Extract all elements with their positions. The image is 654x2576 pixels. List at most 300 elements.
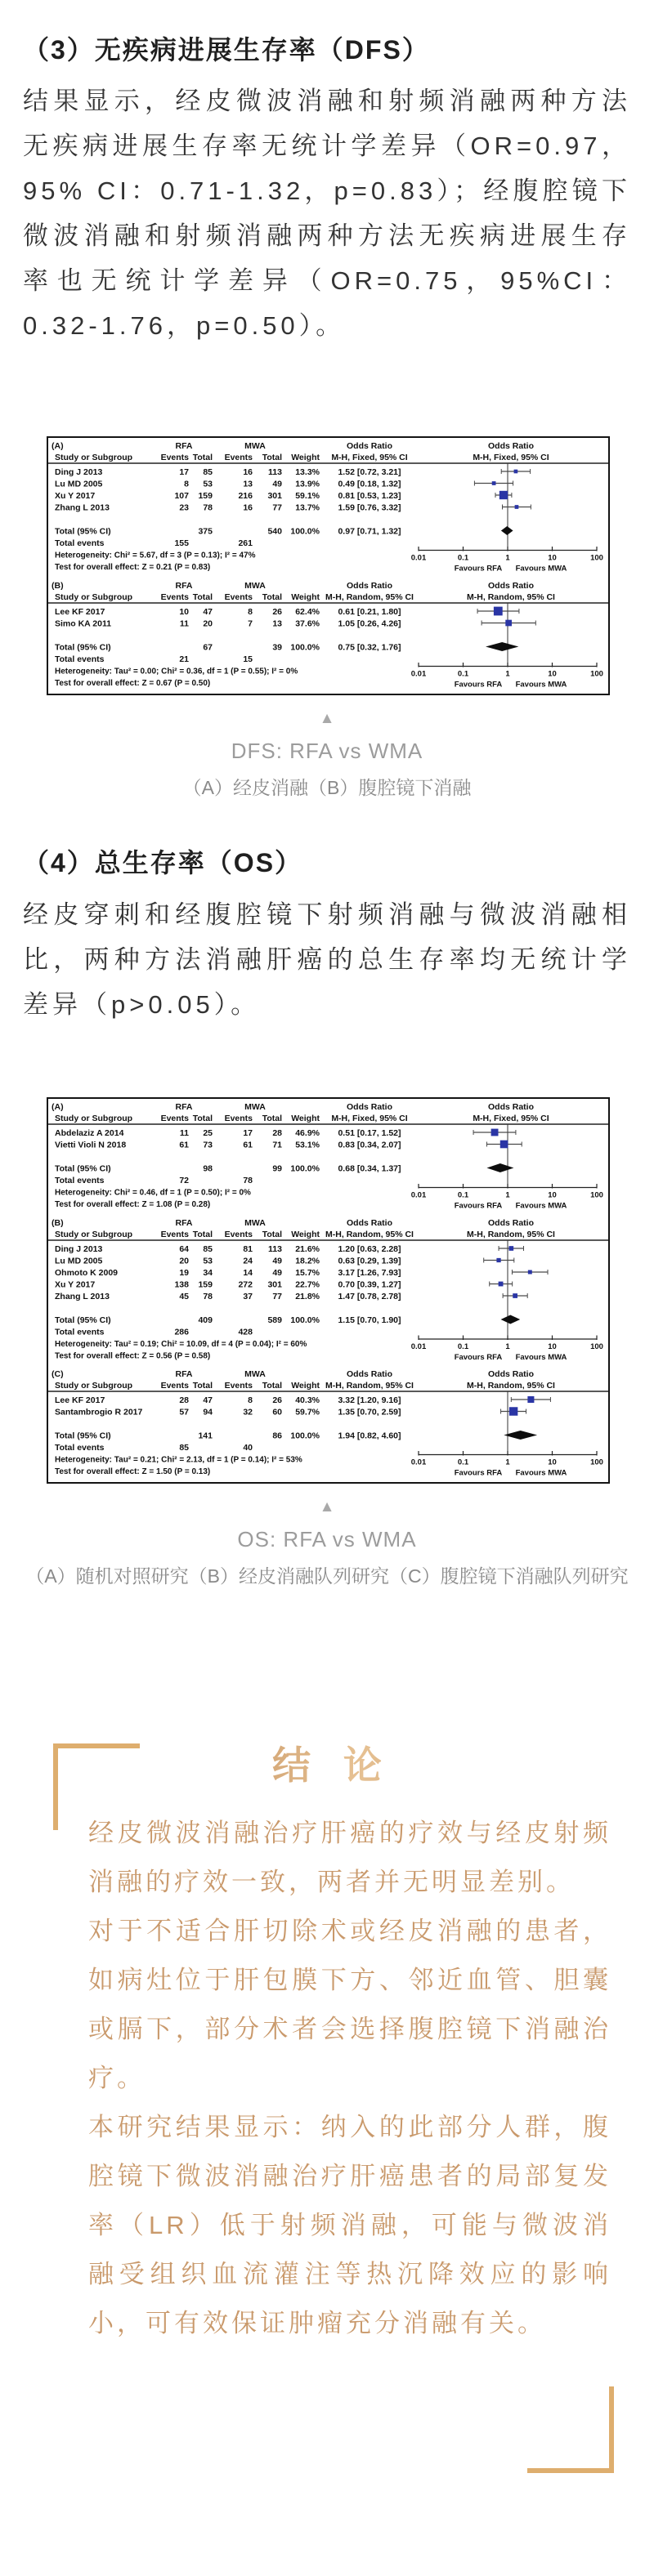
- svg-text:113: 113: [268, 467, 282, 478]
- panel-label: (B): [52, 1217, 64, 1228]
- conclusion-title: 结 论: [23, 1743, 631, 1789]
- svg-text:13.7%: 13.7%: [295, 502, 320, 513]
- col-events1: Events: [160, 453, 189, 463]
- study-row: [55, 1268, 548, 1278]
- col-events2: Events: [224, 1380, 253, 1391]
- panel-label: (B): [52, 581, 64, 592]
- svg-text:28: 28: [179, 1395, 189, 1405]
- effect-square-marker: [505, 620, 512, 627]
- study-row: [55, 1279, 513, 1289]
- dfs-forest-plot: [47, 436, 610, 695]
- group2-header: MWA: [244, 441, 266, 452]
- forest-panel-b: [48, 578, 608, 694]
- figure-os-caption-title: OS: RFA vs WMA: [237, 1526, 417, 1551]
- svg-text:40.3%: 40.3%: [295, 1395, 320, 1405]
- svg-text:86: 86: [272, 1431, 282, 1441]
- svg-text:39: 39: [272, 642, 282, 653]
- figure-os: [23, 1097, 631, 1590]
- figure-dfs-caption-title: DFS: RFA vs WMA: [231, 739, 423, 764]
- study-name: Simo KA 2011: [55, 618, 112, 629]
- col-total1: Total: [192, 592, 213, 603]
- study-name: Zhang L 2013: [55, 1291, 110, 1301]
- overall-effect-text: Test for overall effect: Z = 1.50 (P = 0.13): [55, 1467, 211, 1476]
- svg-text:0.68 [0.34, 1.37]: 0.68 [0.34, 1.37]: [338, 1163, 401, 1174]
- heterogeneity-text: Heterogeneity: Tau² = 0.21; Chi² = 2.13, df = 1 (P = 0.14); I² = 53%: [55, 1455, 302, 1465]
- group1-header: RFA: [175, 581, 193, 592]
- panel-label: (A): [52, 1101, 64, 1112]
- svg-text:13: 13: [272, 618, 282, 629]
- svg-text:78: 78: [203, 1291, 213, 1301]
- svg-text:14: 14: [243, 1267, 253, 1278]
- col-total1: Total: [192, 453, 213, 463]
- study-name: Lee KF 2017: [55, 1395, 105, 1405]
- svg-text:159: 159: [198, 491, 213, 502]
- svg-text:13.3%: 13.3%: [295, 467, 320, 478]
- svg-text:0.81 [0.53, 1.23]: 0.81 [0.53, 1.23]: [338, 491, 401, 502]
- figure-dfs: [23, 436, 631, 801]
- svg-text:3.17 [1.26, 7.93]: 3.17 [1.26, 7.93]: [338, 1267, 401, 1278]
- svg-text:32: 32: [243, 1407, 253, 1417]
- svg-text:81: 81: [243, 1243, 253, 1254]
- col-events2: Events: [224, 592, 253, 603]
- axis-tick-label: 1: [505, 1342, 510, 1351]
- total-row: [55, 1431, 537, 1441]
- favours-right-label: Favours MWA: [515, 1468, 567, 1478]
- svg-text:0.61 [0.21, 1.80]: 0.61 [0.21, 1.80]: [338, 607, 401, 618]
- svg-text:1.05 [0.26, 4.26]: 1.05 [0.26, 4.26]: [338, 618, 401, 629]
- total-row: [55, 1163, 513, 1174]
- total-row: [55, 526, 513, 537]
- axis-tick-label: 10: [548, 553, 557, 563]
- group1-header: RFA: [175, 1101, 193, 1112]
- svg-text:46.9%: 46.9%: [295, 1127, 320, 1138]
- svg-text:540: 540: [267, 526, 282, 537]
- triangle-up-icon: ▲: [319, 710, 335, 728]
- heterogeneity-text: Heterogeneity: Chi² = 5.67, df = 3 (P = 0.13); I² = 47%: [55, 551, 256, 560]
- svg-text:57: 57: [179, 1407, 189, 1417]
- svg-text:3.32 [1.20, 9.16]: 3.32 [1.20, 9.16]: [338, 1395, 401, 1405]
- axis-tick-label: 1: [505, 1458, 510, 1467]
- heterogeneity-text: Heterogeneity: Tau² = 0.19; Chi² = 10.09, df = 4 (P = 0.04); I² = 60%: [55, 1339, 307, 1349]
- total-row: [55, 1315, 520, 1325]
- svg-text:301: 301: [267, 491, 282, 502]
- svg-text:100.0%: 100.0%: [290, 1315, 320, 1325]
- svg-text:589: 589: [267, 1315, 282, 1325]
- axis-tick-label: 0.01: [410, 669, 427, 679]
- total-events-label: Total events: [55, 538, 105, 549]
- svg-text:113: 113: [268, 1243, 282, 1254]
- total-events-label: Total events: [55, 1442, 105, 1453]
- svg-text:20: 20: [203, 618, 213, 629]
- svg-text:Total (95% CI): Total (95% CI): [55, 526, 111, 537]
- os-forest-plot: [47, 1097, 610, 1484]
- axis-tick-label: 0.01: [410, 1458, 427, 1467]
- effect-square-marker: [514, 470, 518, 474]
- svg-text:21: 21: [179, 654, 189, 665]
- study-row: [55, 1244, 524, 1254]
- axis-tick-label: 10: [548, 1190, 557, 1200]
- svg-text:1.47 [0.78, 2.78]: 1.47 [0.78, 2.78]: [338, 1291, 401, 1301]
- svg-text:0.83 [0.34, 2.07]: 0.83 [0.34, 2.07]: [338, 1140, 401, 1150]
- or-text-header: Odds Ratio: [346, 581, 393, 592]
- svg-text:100.0%: 100.0%: [290, 1163, 320, 1174]
- svg-text:28: 28: [272, 1127, 282, 1138]
- group2-header: MWA: [244, 1217, 266, 1228]
- section-os-paragraph: 经皮穿刺和经腹腔镜下射频消融与微波消融相比，两种方法消融肝癌的总生存率均无统计学差异（p>0.05）。: [23, 900, 631, 1019]
- svg-text:49: 49: [272, 1256, 282, 1266]
- or-graph-header: Odds Ratio: [487, 441, 535, 452]
- section-dfs-heading: （3）无疾病进展生存率（DFS）: [23, 35, 430, 65]
- study-row: [55, 1407, 526, 1417]
- col-study: Study or Subgroup: [55, 1229, 133, 1239]
- group2-header: MWA: [244, 1368, 266, 1379]
- col-total2: Total: [262, 1229, 282, 1239]
- study-row: [55, 1140, 522, 1150]
- study-row: [55, 607, 519, 617]
- col-effect-graph: M-H, Fixed, 95% CI: [473, 453, 549, 463]
- svg-text:94: 94: [203, 1407, 213, 1417]
- effect-square-marker: [491, 1128, 499, 1136]
- svg-text:8: 8: [248, 607, 253, 618]
- axis-tick-label: 0.1: [457, 669, 469, 679]
- favours-left-label: Favours RFA: [454, 680, 503, 690]
- svg-text:1.59 [0.76, 3.32]: 1.59 [0.76, 3.32]: [338, 502, 401, 513]
- effect-square-marker: [528, 1270, 532, 1274]
- svg-text:1.35 [0.70, 2.59]: 1.35 [0.70, 2.59]: [338, 1407, 401, 1417]
- col-effect: M-H, Random, 95% CI: [325, 1229, 414, 1239]
- svg-text:22.7%: 22.7%: [295, 1279, 320, 1290]
- effect-square-marker: [527, 1396, 534, 1403]
- group1-header: RFA: [175, 1368, 193, 1379]
- svg-text:85: 85: [203, 1243, 213, 1254]
- col-events1: Events: [160, 592, 189, 603]
- favours-right-label: Favours MWA: [515, 1352, 567, 1362]
- col-study: Study or Subgroup: [55, 453, 133, 463]
- favours-left-label: Favours RFA: [454, 1201, 503, 1211]
- svg-text:0.70 [0.39, 1.27]: 0.70 [0.39, 1.27]: [338, 1279, 401, 1290]
- svg-text:409: 409: [198, 1315, 213, 1325]
- total-events-label: Total events: [55, 654, 105, 665]
- figure-os-captions: [23, 1525, 631, 1590]
- study-row: [55, 491, 512, 501]
- col-total2: Total: [262, 592, 282, 603]
- study-row: [55, 503, 531, 513]
- study-name: Lu MD 2005: [55, 479, 103, 489]
- effect-square-marker: [494, 607, 503, 616]
- overall-effect-text: Test for overall effect: Z = 0.21 (P = 0.83): [55, 563, 211, 573]
- svg-text:71: 71: [272, 1140, 282, 1150]
- axis-tick-label: 100: [590, 1342, 603, 1351]
- col-weight: Weight: [291, 1229, 320, 1239]
- study-row: [55, 1256, 514, 1266]
- svg-text:47: 47: [203, 607, 213, 618]
- svg-text:61: 61: [243, 1140, 253, 1150]
- effect-square-marker: [508, 1246, 513, 1251]
- svg-text:25: 25: [203, 1127, 213, 1138]
- svg-text:15.7%: 15.7%: [295, 1267, 320, 1278]
- col-total2: Total: [262, 1113, 282, 1123]
- study-row: [55, 467, 531, 477]
- col-weight: Weight: [291, 453, 320, 463]
- svg-text:77: 77: [272, 502, 282, 513]
- favours-left-label: Favours RFA: [454, 1352, 503, 1362]
- svg-text:45: 45: [179, 1291, 189, 1301]
- svg-text:16: 16: [243, 467, 253, 478]
- col-effect: M-H, Fixed, 95% CI: [331, 453, 408, 463]
- axis-tick-label: 100: [590, 553, 603, 563]
- svg-text:428: 428: [238, 1327, 253, 1337]
- axis-tick-label: 100: [590, 1458, 603, 1467]
- svg-text:99: 99: [272, 1163, 282, 1174]
- total-diamond-marker: [501, 526, 513, 535]
- col-events1: Events: [160, 1380, 189, 1391]
- total-diamond-marker: [501, 1315, 521, 1324]
- total-diamond-marker: [504, 1431, 537, 1440]
- axis-tick-label: 0.1: [457, 1190, 469, 1200]
- forest-panel-c: [48, 1366, 608, 1482]
- or-text-header: Odds Ratio: [346, 441, 393, 452]
- conclusion-paragraph: 对于不适合肝切除术或经皮消融的患者，如病灶位于肝包膜下方、邻近血管、胆囊或膈下，部分术者会选择腹腔镜下消融治疗。: [88, 1916, 611, 2092]
- section-dfs-paragraph: 结果显示，经皮微波消融和射频消融两种方法无疾病进展生存率无统计学差异（OR=0.97，95% CI：0.71-1.32，p=0.83）；经腹腔镜下微波消融和射频消融两种方法无疾病进展生存率也无统计学差异（OR=0.75，95%CI：0.32-1.76，p=0.50）。: [23, 87, 631, 341]
- or-graph-header: Odds Ratio: [487, 1368, 535, 1379]
- study-row: [55, 1292, 527, 1301]
- svg-text:8: 8: [248, 1395, 253, 1405]
- svg-text:159: 159: [198, 1279, 213, 1290]
- svg-text:53: 53: [203, 479, 213, 489]
- svg-text:11: 11: [179, 1127, 189, 1138]
- svg-text:272: 272: [238, 1279, 253, 1290]
- svg-text:78: 78: [203, 502, 213, 513]
- panel-label: (C): [52, 1368, 64, 1379]
- svg-text:47: 47: [203, 1395, 213, 1405]
- svg-text:1.94 [0.82, 4.60]: 1.94 [0.82, 4.60]: [338, 1431, 401, 1441]
- forest-panel-a: [48, 1099, 608, 1215]
- figure-dfs-caption-sub: （A）经皮消融（B）腹腔镜下消融: [182, 777, 472, 799]
- total-diamond-marker: [486, 642, 518, 651]
- col-events2: Events: [224, 1113, 253, 1123]
- or-graph-header: Odds Ratio: [487, 1101, 535, 1112]
- group2-header: MWA: [244, 581, 266, 592]
- svg-text:Total (95% CI): Total (95% CI): [55, 642, 111, 653]
- corner-bracket-bottom-right: [527, 2386, 614, 2473]
- svg-text:53: 53: [203, 1256, 213, 1266]
- col-total2: Total: [262, 453, 282, 463]
- svg-text:37.6%: 37.6%: [295, 618, 320, 629]
- svg-text:19: 19: [179, 1267, 189, 1278]
- study-row: [55, 619, 535, 629]
- effect-square-marker: [499, 1281, 504, 1286]
- study-name: Ding J 2013: [55, 467, 103, 478]
- axis-tick-label: 10: [548, 669, 557, 679]
- col-events1: Events: [160, 1229, 189, 1239]
- heterogeneity-text: Heterogeneity: Tau² = 0.00; Chi² = 0.36, df = 1 (P = 0.55); I² = 0%: [55, 667, 298, 676]
- svg-text:62.4%: 62.4%: [295, 607, 320, 618]
- svg-text:18.2%: 18.2%: [295, 1256, 320, 1266]
- col-effect-graph: M-H, Random, 95% CI: [467, 1380, 555, 1391]
- svg-text:100.0%: 100.0%: [290, 642, 320, 653]
- svg-text:1.15 [0.70, 1.90]: 1.15 [0.70, 1.90]: [338, 1315, 401, 1325]
- svg-text:0.63 [0.29, 1.39]: 0.63 [0.29, 1.39]: [338, 1256, 401, 1266]
- axis-tick-label: 10: [548, 1458, 557, 1467]
- svg-text:286: 286: [174, 1327, 189, 1337]
- col-total1: Total: [192, 1229, 213, 1239]
- study-name: Abdelaziz A 2014: [55, 1127, 124, 1138]
- svg-text:21.8%: 21.8%: [295, 1291, 320, 1301]
- group2-header: MWA: [244, 1101, 266, 1112]
- svg-text:24: 24: [243, 1256, 253, 1266]
- svg-text:26: 26: [272, 1395, 282, 1405]
- study-name: Santambrogio R 2017: [55, 1407, 143, 1417]
- axis-tick-label: 100: [590, 669, 603, 679]
- effect-square-marker: [499, 491, 508, 499]
- svg-text:60: 60: [272, 1407, 282, 1417]
- svg-text:17: 17: [179, 467, 189, 478]
- svg-text:61: 61: [179, 1140, 189, 1150]
- axis-tick-label: 0.1: [457, 1342, 469, 1351]
- study-name: Xu Y 2017: [55, 1279, 96, 1290]
- total-events-label: Total events: [55, 1175, 105, 1185]
- axis-tick-label: 1: [505, 669, 510, 679]
- study-row: [55, 480, 513, 489]
- col-weight: Weight: [291, 1113, 320, 1123]
- svg-text:8: 8: [184, 479, 189, 489]
- svg-text:85: 85: [179, 1442, 189, 1453]
- axis-tick-label: 100: [590, 1190, 603, 1200]
- conclusion-paragraph: 本研究结果显示：纳入的此部分人群，腹腔镜下微波消融治疗肝癌患者的局部复发率（LR）低于射频消融，可能与微波消融受组织血流灌注等热沉降效应的影响小，可有效保证肿瘤充分消融有关。: [88, 2112, 611, 2337]
- forest-panel-a: [48, 438, 608, 578]
- svg-text:261: 261: [238, 538, 253, 549]
- or-graph-header: Odds Ratio: [487, 1217, 535, 1228]
- svg-text:73: 73: [203, 1140, 213, 1150]
- panel-label: (A): [52, 441, 64, 452]
- svg-text:138: 138: [174, 1279, 189, 1290]
- heterogeneity-text: Heterogeneity: Chi² = 0.46, df = 1 (P = 0.50); I² = 0%: [55, 1188, 251, 1198]
- svg-text:13: 13: [243, 479, 253, 489]
- svg-text:77: 77: [272, 1291, 282, 1301]
- col-weight: Weight: [291, 592, 320, 603]
- svg-text:0.75 [0.32, 1.76]: 0.75 [0.32, 1.76]: [338, 642, 401, 653]
- conclusion-section: [23, 1743, 631, 2479]
- col-effect: M-H, Random, 95% CI: [325, 592, 414, 603]
- study-name: Ohmoto K 2009: [55, 1267, 119, 1278]
- svg-text:21.6%: 21.6%: [295, 1243, 320, 1254]
- axis-tick-label: 10: [548, 1342, 557, 1351]
- col-total1: Total: [192, 1380, 213, 1391]
- effect-square-marker: [500, 1140, 508, 1148]
- total-row: [55, 642, 518, 653]
- svg-text:64: 64: [179, 1243, 189, 1254]
- group1-header: RFA: [175, 441, 193, 452]
- forest-panel-b: [48, 1215, 608, 1366]
- total-events-label: Total events: [55, 1327, 105, 1337]
- svg-text:0.97 [0.71, 1.32]: 0.97 [0.71, 1.32]: [338, 526, 401, 537]
- svg-text:375: 375: [198, 526, 213, 537]
- svg-text:107: 107: [174, 491, 189, 502]
- svg-text:78: 78: [243, 1175, 253, 1185]
- svg-text:0.49 [0.18, 1.32]: 0.49 [0.18, 1.32]: [338, 479, 401, 489]
- group1-header: RFA: [175, 1217, 193, 1228]
- effect-square-marker: [509, 1407, 517, 1415]
- study-name: Xu Y 2017: [55, 491, 96, 502]
- triangle-up-icon: ▲: [319, 1498, 335, 1516]
- col-effect-graph: M-H, Random, 95% CI: [467, 1229, 555, 1239]
- overall-effect-text: Test for overall effect: Z = 0.56 (P = 0.58): [55, 1351, 211, 1361]
- col-study: Study or Subgroup: [55, 592, 133, 603]
- svg-text:98: 98: [203, 1163, 213, 1174]
- svg-text:301: 301: [267, 1279, 282, 1290]
- overall-effect-text: Test for overall effect: Z = 0.67 (P = 0.50): [55, 679, 211, 689]
- effect-square-marker: [515, 506, 519, 510]
- favours-right-label: Favours MWA: [515, 680, 567, 690]
- col-effect: M-H, Random, 95% CI: [325, 1380, 414, 1391]
- or-text-header: Odds Ratio: [346, 1101, 393, 1112]
- favours-left-label: Favours RFA: [454, 564, 503, 574]
- svg-text:17: 17: [243, 1127, 253, 1138]
- overall-effect-text: Test for overall effect: Z = 1.08 (P = 0.28): [55, 1199, 211, 1209]
- svg-text:67: 67: [203, 642, 213, 653]
- svg-text:26: 26: [272, 607, 282, 618]
- svg-text:16: 16: [243, 502, 253, 513]
- col-total2: Total: [262, 1380, 282, 1391]
- svg-text:155: 155: [174, 538, 189, 549]
- axis-tick-label: 0.1: [457, 553, 469, 563]
- study-name: Lee KF 2017: [55, 607, 105, 618]
- axis-tick-label: 0.01: [410, 1190, 427, 1200]
- col-study: Study or Subgroup: [55, 1113, 133, 1123]
- svg-text:Total (95% CI): Total (95% CI): [55, 1163, 111, 1174]
- total-diamond-marker: [486, 1163, 513, 1172]
- axis-tick-label: 0.01: [410, 1342, 427, 1351]
- favours-right-label: Favours MWA: [515, 1201, 567, 1211]
- or-text-header: Odds Ratio: [346, 1368, 393, 1379]
- study-row: [55, 1395, 550, 1405]
- section-os-heading: （4）总生存率（OS）: [23, 848, 303, 878]
- or-graph-header: Odds Ratio: [487, 581, 535, 592]
- effect-square-marker: [496, 1258, 500, 1262]
- svg-text:13.9%: 13.9%: [295, 479, 320, 489]
- axis-tick-label: 1: [505, 553, 510, 563]
- svg-text:1.20 [0.63, 2.28]: 1.20 [0.63, 2.28]: [338, 1243, 401, 1254]
- col-events1: Events: [160, 1113, 189, 1123]
- or-text-header: Odds Ratio: [346, 1217, 393, 1228]
- svg-text:72: 72: [179, 1175, 189, 1185]
- col-effect: M-H, Fixed, 95% CI: [331, 1113, 408, 1123]
- col-study: Study or Subgroup: [55, 1380, 133, 1391]
- study-row: [55, 1128, 516, 1138]
- favours-right-label: Favours MWA: [515, 564, 567, 574]
- svg-text:40: 40: [243, 1442, 253, 1453]
- svg-text:53.1%: 53.1%: [295, 1140, 320, 1150]
- study-name: Vietti Violi N 2018: [55, 1140, 127, 1150]
- svg-text:0.51 [0.17, 1.52]: 0.51 [0.17, 1.52]: [338, 1127, 401, 1138]
- col-events2: Events: [224, 453, 253, 463]
- study-name: Ding J 2013: [55, 1243, 103, 1254]
- study-name: Zhang L 2013: [55, 502, 110, 513]
- figure-os-caption-sub: （A）随机对照研究（B）经皮消融队列研究（C）腹腔镜下消融队列研究: [25, 1565, 629, 1587]
- svg-text:20: 20: [179, 1256, 189, 1266]
- svg-text:34: 34: [203, 1267, 213, 1278]
- figure-dfs-captions: [23, 736, 631, 801]
- svg-text:Total (95% CI): Total (95% CI): [55, 1431, 111, 1441]
- svg-text:49: 49: [272, 479, 282, 489]
- col-effect-graph: M-H, Random, 95% CI: [467, 592, 555, 603]
- svg-text:10: 10: [179, 607, 189, 618]
- col-effect-graph: M-H, Fixed, 95% CI: [473, 1113, 549, 1123]
- corner-bracket-top-left: [53, 1743, 140, 1830]
- svg-text:11: 11: [179, 618, 189, 629]
- conclusion-paragraph: 经皮微波消融治疗肝癌的疗效与经皮射频消融的疗效一致，两者并无明显差别。: [88, 1818, 611, 1896]
- svg-text:49: 49: [272, 1267, 282, 1278]
